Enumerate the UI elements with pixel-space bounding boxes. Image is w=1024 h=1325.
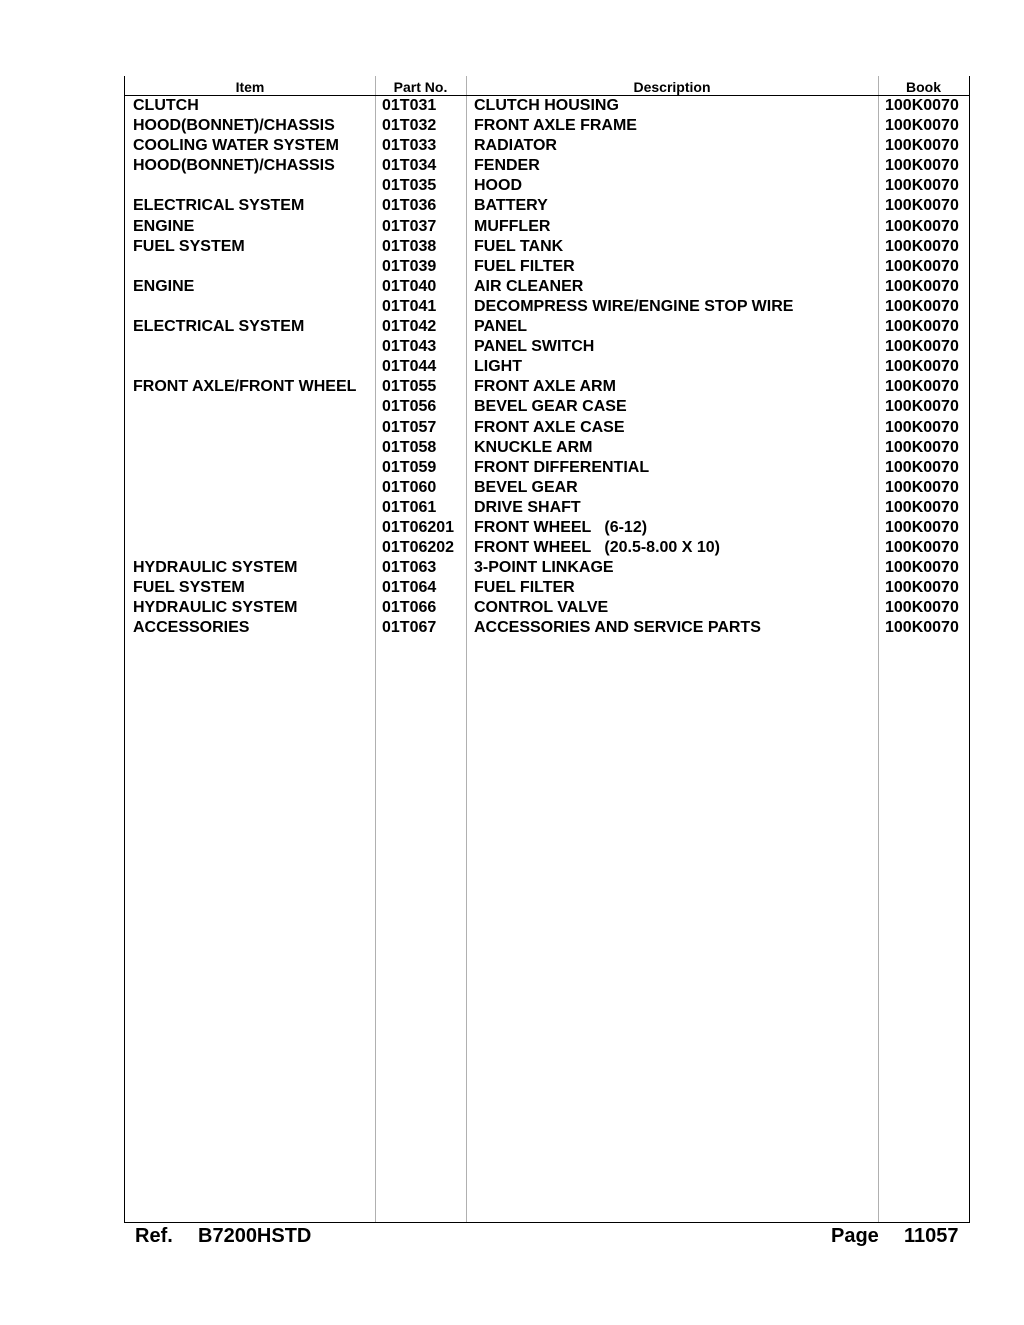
- table-header: [125, 76, 969, 96]
- row-part-no: 01T066: [382, 599, 437, 617]
- row-description: CLUTCH HOUSING: [474, 97, 619, 114]
- header-part-no: Part No.: [393, 79, 448, 95]
- row-part-no: 01T044: [382, 358, 437, 376]
- table-row: [125, 458, 969, 478]
- page-label: Page: [831, 1225, 879, 1247]
- table-row: [125, 297, 969, 317]
- row-description: DECOMPRESS WIRE/ENGINE STOP WIRE: [474, 297, 794, 315]
- row-part-no: 01T057: [382, 418, 437, 436]
- row-book: 100K0070: [885, 619, 959, 637]
- table-row: [125, 438, 969, 458]
- row-book: 100K0070: [885, 297, 959, 315]
- row-part-no: 01T032: [382, 117, 437, 135]
- row-book: 100K0070: [885, 438, 959, 456]
- table-row: [125, 96, 969, 116]
- table-row: [125, 136, 969, 156]
- row-book: 100K0070: [885, 559, 959, 577]
- row-description: DRIVE SHAFT: [474, 498, 581, 516]
- table-row: [125, 277, 969, 297]
- row-part-no: 01T042: [382, 318, 437, 336]
- row-part-no: 01T063: [382, 559, 437, 577]
- table-row: [125, 116, 969, 136]
- ref-label: Ref.: [135, 1225, 173, 1247]
- row-description: FRONT WHEEL (20.5-8.00 X 10): [474, 539, 720, 557]
- table-row: [125, 558, 969, 578]
- row-book: 100K0070: [885, 518, 959, 536]
- row-item: HYDRAULIC SYSTEM: [133, 559, 298, 577]
- row-item: COOLING WATER SYSTEM: [133, 137, 339, 155]
- row-description: FRONT DIFFERENTIAL: [474, 458, 650, 476]
- row-book: 100K0070: [885, 237, 959, 255]
- row-item: ELECTRICAL SYSTEM: [133, 318, 305, 336]
- table-row: [125, 257, 969, 277]
- row-book: 100K0070: [885, 177, 959, 195]
- row-book: 100K0070: [885, 579, 959, 597]
- table-row: [125, 237, 969, 257]
- row-part-no: 01T037: [382, 217, 437, 235]
- parts-table: [124, 76, 970, 1223]
- row-part-no: 01T034: [382, 157, 437, 175]
- table-row: [125, 578, 969, 598]
- row-part-no: 01T036: [382, 197, 437, 215]
- table-row: [125, 518, 969, 538]
- row-book: 100K0070: [885, 498, 959, 516]
- header-book: Book: [906, 79, 941, 95]
- row-book: 100K0070: [885, 257, 959, 275]
- row-book: 100K0070: [885, 217, 959, 235]
- row-part-no: 01T058: [382, 438, 437, 456]
- row-book: 100K0070: [885, 338, 959, 356]
- row-part-no: 01T06202: [382, 539, 455, 557]
- table-row: [125, 538, 969, 558]
- row-description: FUEL FILTER: [474, 579, 575, 597]
- row-part-no: 01T059: [382, 458, 437, 476]
- table-row: [125, 478, 969, 498]
- row-book: 100K0070: [885, 378, 959, 396]
- table-row: [125, 397, 969, 417]
- row-part-no: 01T038: [382, 237, 437, 255]
- row-item: HYDRAULIC SYSTEM: [133, 599, 298, 617]
- row-book: 100K0070: [885, 398, 959, 416]
- row-book: 100K0070: [885, 599, 959, 617]
- row-part-no: 01T061: [382, 498, 437, 516]
- row-book: 100K0070: [885, 137, 959, 155]
- row-part-no: 01T035: [382, 177, 437, 195]
- row-description: FUEL FILTER: [474, 257, 575, 275]
- row-part-no: 01T041: [382, 297, 437, 315]
- table-row: [125, 377, 969, 397]
- row-item: FUEL SYSTEM: [133, 237, 245, 255]
- row-description: PANEL SWITCH: [474, 338, 595, 356]
- row-item: HOOD(BONNET)/CHASSIS: [133, 157, 335, 175]
- row-book: 100K0070: [885, 197, 959, 215]
- row-description: FRONT WHEEL (6-12): [474, 518, 648, 536]
- row-description: FRONT AXLE FRAME: [474, 117, 637, 135]
- row-item: ENGINE: [133, 217, 195, 235]
- row-description: AIR CLEANER: [474, 277, 584, 295]
- row-part-no: 01T06201: [382, 518, 455, 536]
- table-row: [125, 196, 969, 216]
- row-part-no: 01T039: [382, 257, 437, 275]
- row-part-no: 01T060: [382, 478, 437, 496]
- row-book: 100K0070: [885, 157, 959, 175]
- table-row: [125, 317, 969, 337]
- table-row: [125, 217, 969, 237]
- row-item: FRONT AXLE/FRONT WHEEL: [133, 378, 357, 396]
- table-row: [125, 337, 969, 357]
- table-row: [125, 498, 969, 518]
- row-book: 100K0070: [885, 478, 959, 496]
- row-description: RADIATOR: [474, 137, 557, 155]
- row-book: 100K0070: [885, 358, 959, 376]
- row-part-no: 01T056: [382, 398, 437, 416]
- table-row: [125, 598, 969, 618]
- row-book: 100K0070: [885, 318, 959, 336]
- row-description: FENDER: [474, 157, 540, 175]
- row-description: LIGHT: [474, 358, 522, 376]
- row-description: HOOD: [474, 177, 522, 195]
- table-row: [125, 418, 969, 438]
- row-book: 100K0070: [885, 539, 959, 557]
- row-part-no: 01T055: [382, 378, 437, 396]
- row-description: BATTERY: [474, 197, 548, 215]
- header-description: Description: [633, 79, 711, 95]
- row-item: CLUTCH: [133, 97, 199, 114]
- row-item: ENGINE: [133, 277, 195, 295]
- row-part-no: 01T040: [382, 277, 437, 295]
- table-row: [125, 176, 969, 196]
- row-item: ELECTRICAL SYSTEM: [133, 197, 305, 215]
- row-part-no: 01T033: [382, 137, 437, 155]
- row-book: 100K0070: [885, 418, 959, 436]
- header-item: Item: [235, 79, 265, 95]
- row-book: 100K0070: [885, 97, 959, 114]
- model-number: B7200HSTD: [198, 1225, 312, 1247]
- row-book: 100K0070: [885, 117, 959, 135]
- row-book: 100K0070: [885, 458, 959, 476]
- table-row: [125, 156, 969, 176]
- row-part-no: 01T067: [382, 619, 437, 637]
- row-book: 100K0070: [885, 277, 959, 295]
- page-number: 11057: [904, 1225, 959, 1247]
- row-description: CONTROL VALVE: [474, 599, 609, 617]
- row-item: HOOD(BONNET)/CHASSIS: [133, 117, 335, 135]
- row-description: FRONT AXLE CASE: [474, 418, 625, 436]
- row-item: ACCESSORIES: [133, 619, 250, 637]
- row-description: FUEL TANK: [474, 237, 564, 255]
- row-description: PANEL: [474, 318, 528, 336]
- row-description: ACCESSORIES AND SERVICE PARTS: [474, 619, 761, 637]
- row-part-no: 01T064: [382, 579, 437, 597]
- row-item: FUEL SYSTEM: [133, 579, 245, 597]
- row-description: BEVEL GEAR: [474, 478, 578, 496]
- table-body: [125, 96, 969, 639]
- row-description: FRONT AXLE ARM: [474, 378, 616, 396]
- row-part-no: 01T043: [382, 338, 437, 356]
- row-part-no: 01T031: [382, 97, 437, 114]
- table-row: [125, 357, 969, 377]
- row-description: MUFFLER: [474, 217, 551, 235]
- row-description: 3-POINT LINKAGE: [474, 559, 614, 577]
- row-description: KNUCKLE ARM: [474, 438, 593, 456]
- table-row: [125, 618, 969, 638]
- row-description: BEVEL GEAR CASE: [474, 398, 627, 416]
